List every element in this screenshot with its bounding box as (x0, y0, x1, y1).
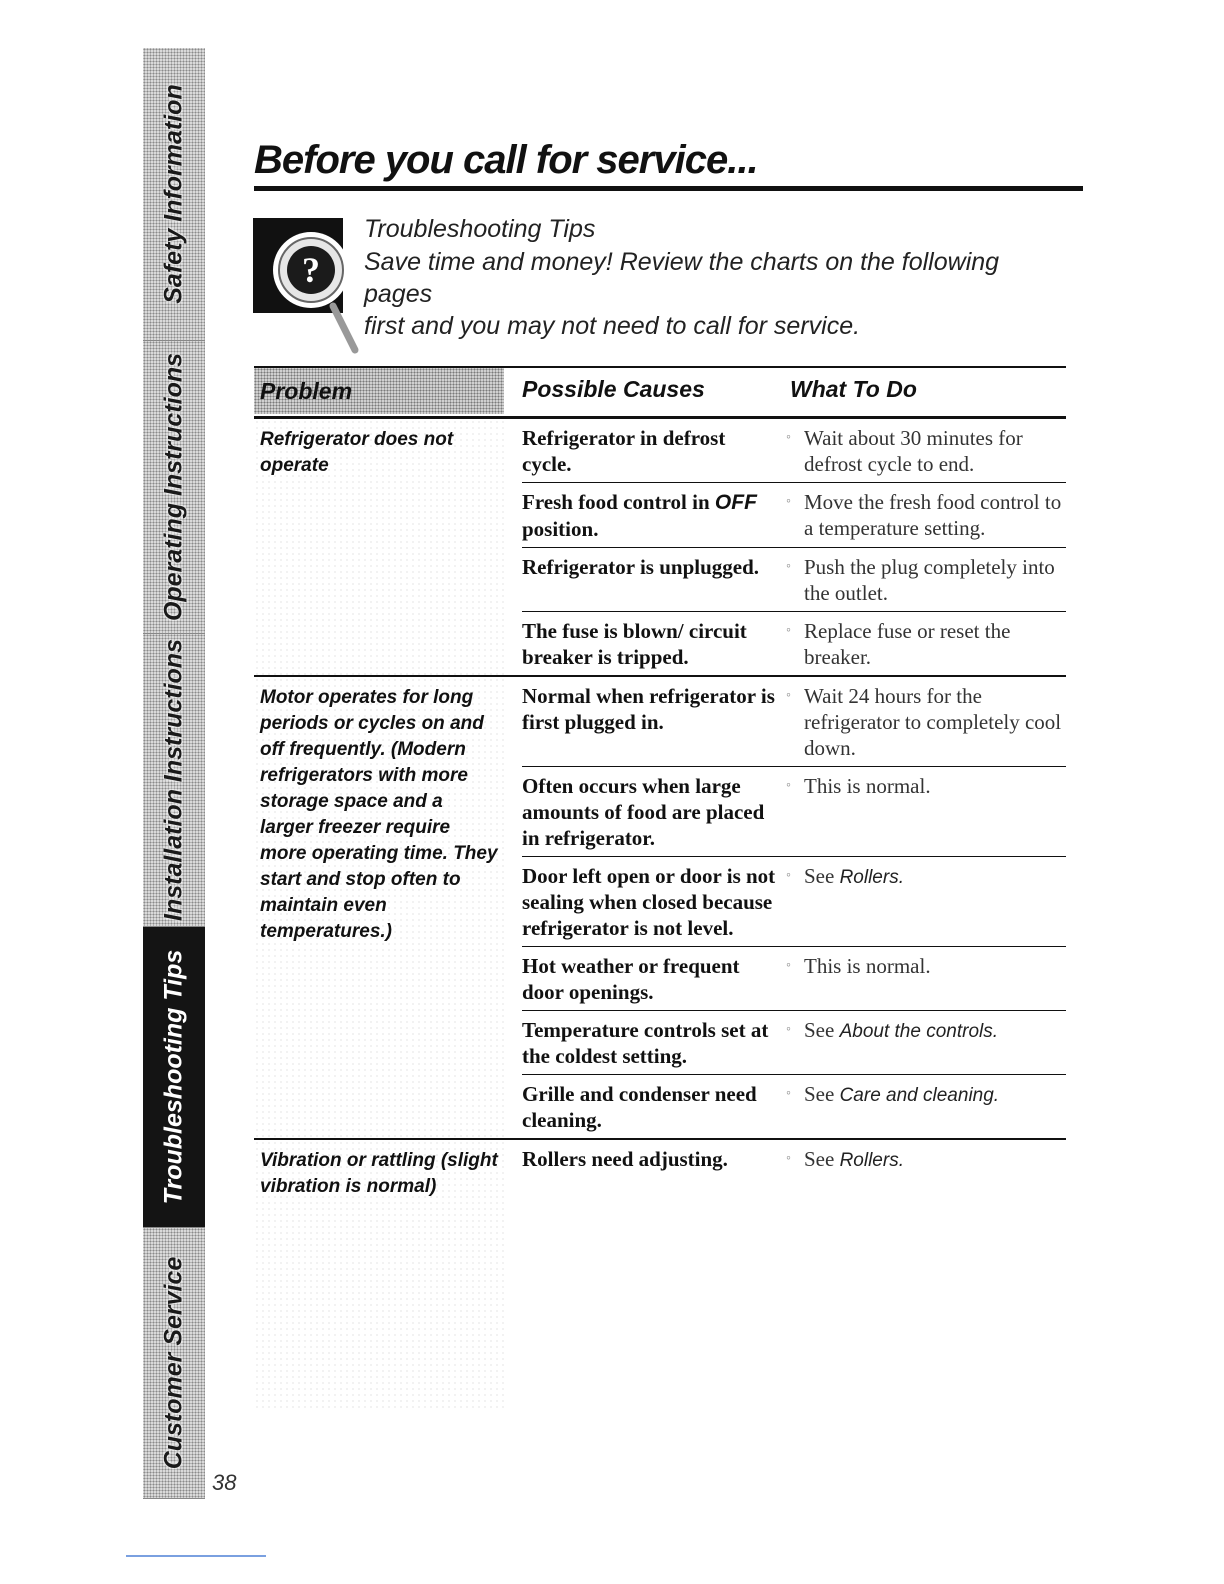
cause-text: Hot weather or frequent door openings. (522, 954, 740, 1004)
bullet-icon: ◦ (786, 494, 791, 509)
page-title: Before you call for service... (254, 138, 758, 182)
todo-reference: Rollers. (839, 1150, 904, 1171)
table-header (254, 366, 1066, 419)
page-number: 38 (212, 1470, 237, 1495)
cause-text-part: Fresh food control in (522, 490, 710, 514)
tips-heading: Troubleshooting Tips (364, 215, 596, 243)
todo-cell (784, 773, 1066, 851)
title-rule (254, 186, 1083, 191)
todo-text: This is normal. (804, 954, 931, 978)
side-tab-troubleshooting-tips[interactable] (143, 927, 205, 1228)
bullet-icon: ◦ (786, 430, 791, 445)
problem-group (254, 677, 1066, 1140)
todo-prefix: See (804, 1018, 835, 1042)
bottom-link-underline (126, 1555, 266, 1557)
question-magnifier-icon (253, 218, 363, 358)
cause-text: Refrigerator in defrost cycle. (522, 426, 726, 476)
todo-text: Push the plug completely into the outlet. (804, 555, 1055, 605)
table-row (522, 677, 1066, 767)
side-tab-label: Customer Service (159, 1256, 188, 1470)
side-tab-label: Troubleshooting Tips (159, 949, 188, 1205)
cause-text-emphasis: OFF (714, 491, 757, 514)
cause-text: The fuse is blown/ circuit breaker is tripped. (522, 619, 747, 669)
bullet-icon: ◦ (786, 778, 791, 793)
todo-text: This is normal. (804, 774, 931, 798)
table-row (522, 857, 1066, 947)
todo-cell (784, 554, 1066, 606)
tips-text (364, 246, 1064, 342)
cause-rows (522, 1140, 1066, 1410)
todo-reference: Rollers. (839, 867, 904, 888)
cause-text: Refrigerator is unplugged. (522, 555, 760, 579)
cause-text: Door left open or door is not sealing when closed because refrigerator is not level. (522, 864, 776, 940)
bullet-icon: ◦ (786, 958, 791, 973)
cause-text: Temperature controls set at the coldest setting. (522, 1018, 769, 1068)
troubleshooting-table (254, 366, 1066, 1410)
table-row (522, 1011, 1066, 1075)
todo-cell (784, 489, 1066, 542)
bullet-icon: ◦ (786, 559, 791, 574)
cause-rows (522, 677, 1066, 1138)
bullet-icon: ◦ (786, 688, 791, 703)
table-row (522, 1075, 1066, 1138)
todo-cell (784, 1146, 1066, 1174)
bullet-icon: ◦ (786, 623, 791, 638)
side-tab-customer-service[interactable] (143, 1228, 205, 1499)
bullet-icon: ◦ (786, 1151, 791, 1166)
todo-prefix: See (804, 1147, 835, 1171)
cause-text: Rollers need adjusting. (522, 1147, 728, 1171)
side-tab-label: Installation Instructions (159, 639, 188, 921)
table-row (522, 947, 1066, 1011)
table-row (522, 767, 1066, 857)
cause-text: Grille and condenser need cleaning. (522, 1082, 757, 1132)
tips-line: first and you may not need to call for service. (364, 312, 861, 340)
table-row (522, 548, 1066, 612)
todo-cell (784, 953, 1066, 1005)
cause-text-part: position. (522, 517, 599, 541)
todo-prefix: See (804, 1082, 835, 1106)
cause-text: Often occurs when large amounts of food are placed in refrigerator. (522, 774, 765, 850)
todo-prefix: See (804, 864, 835, 888)
bullet-icon: ◦ (786, 868, 791, 883)
column-header-possible-causes: Possible Causes (522, 376, 705, 402)
svg-text:?: ? (302, 250, 320, 290)
todo-text: Wait about 30 minutes for defrost cycle to end. (804, 426, 1023, 476)
column-header-what-to-do: What To Do (790, 376, 917, 402)
table-row (522, 483, 1066, 548)
side-tab-operating-instructions[interactable] (143, 341, 205, 634)
side-tab-safety-information[interactable] (143, 48, 205, 341)
cause-text: Normal when refrigerator is first plugged in. (522, 684, 775, 734)
todo-text: Move the fresh food control to a temperature setting. (804, 490, 1062, 540)
problem-group (254, 1140, 1066, 1410)
cause-rows (522, 419, 1066, 675)
todo-cell (784, 1081, 1066, 1133)
table-row (522, 419, 1066, 483)
side-tab-label: Safety Information (159, 84, 188, 304)
side-tab-strip (143, 48, 205, 1498)
problem-text: Vibration or rattling (slight vibration is normal) (254, 1140, 504, 1410)
problem-group (254, 419, 1066, 677)
problem-text: Refrigerator does not operate (254, 419, 504, 675)
todo-reference: About the controls. (839, 1021, 999, 1042)
todo-text: Wait 24 hours for the refrigerator to completely cool down. (804, 684, 1062, 760)
table-row (522, 1140, 1066, 1179)
bullet-icon: ◦ (786, 1022, 791, 1037)
table-row (522, 612, 1066, 675)
todo-cell (784, 683, 1066, 761)
todo-reference: Care and cleaning. (839, 1085, 1000, 1106)
problem-text: Motor operates for long periods or cycles on and off frequently. (Modern refrigerators with more storage space and a larger freezer require more operating time. They start and stop often to maintain even temperatures.) (254, 677, 504, 1138)
side-tab-label: Operating Instructions (159, 352, 188, 622)
todo-text: Replace fuse or reset the breaker. (804, 619, 1011, 669)
column-header-problem: Problem (254, 368, 504, 414)
tips-line: Save time and money! Review the charts on the following pages (364, 248, 1000, 308)
bullet-icon: ◦ (786, 1086, 791, 1101)
todo-cell (784, 1017, 1066, 1069)
cause-text (522, 489, 784, 542)
todo-cell (784, 425, 1066, 477)
todo-cell (784, 618, 1066, 670)
side-tab-installation-instructions[interactable] (143, 634, 205, 927)
todo-cell (784, 863, 1066, 941)
